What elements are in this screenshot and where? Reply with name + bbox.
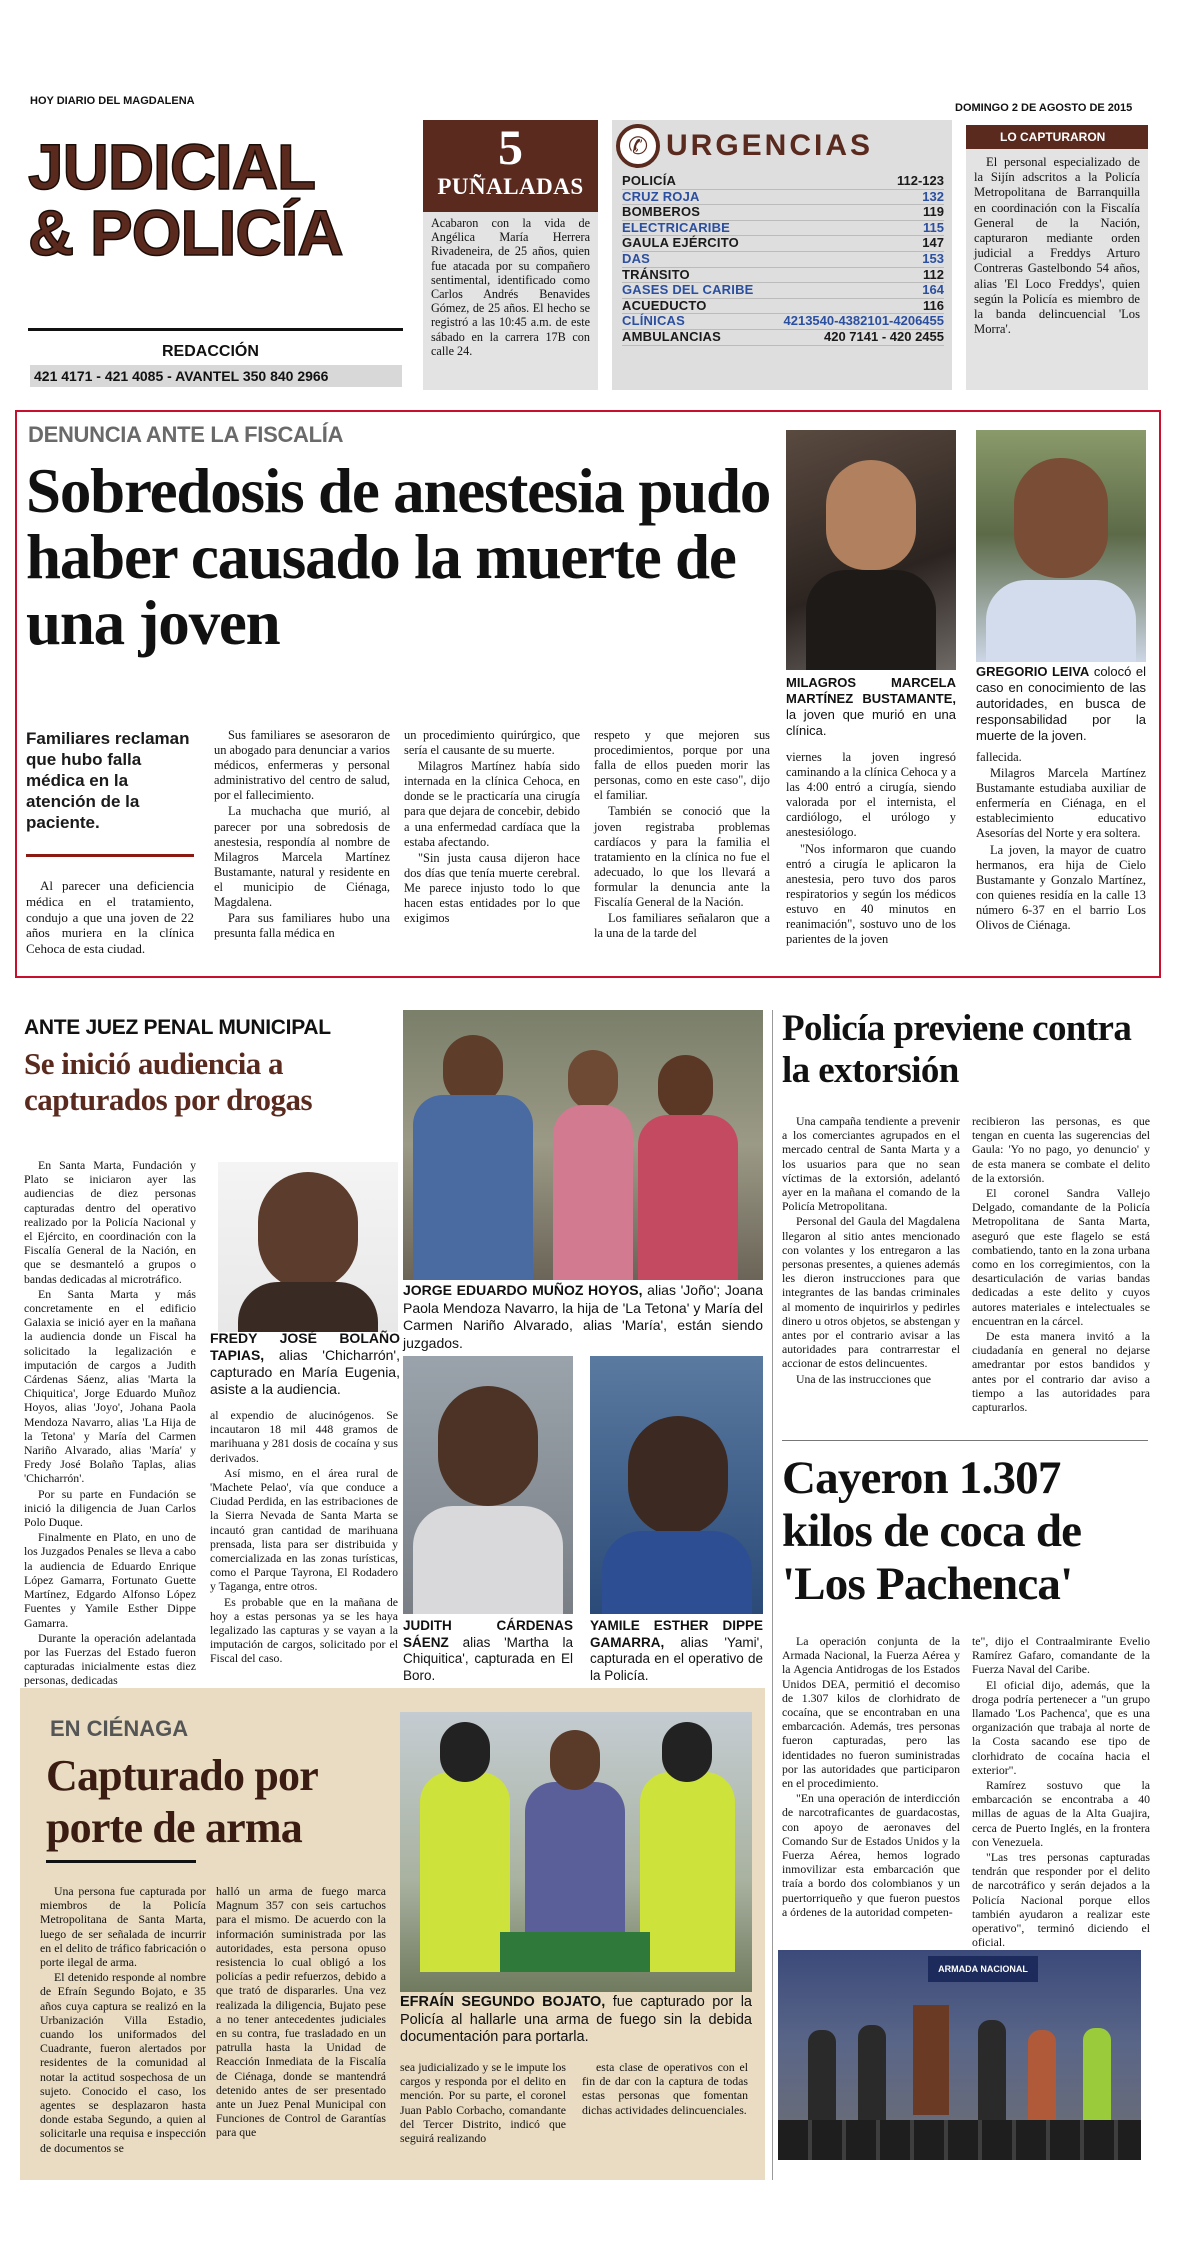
urgencias-row — [622, 205, 944, 221]
urgencias-row-phone: 112 — [923, 266, 944, 282]
main-caption-1 — [786, 675, 956, 739]
main-kicker: DENUNCIA ANTE LA FISCALÍA — [28, 422, 344, 447]
drug-packages-icon — [778, 2120, 1141, 2160]
coca-p6: "Las tres personas capturadas tendrán que responder por el delito de narcotráfico y serán dejados a la Policía Nacional porque ellos también ayudaron a realizar este operativo", terminó diciendo el oficial. — [972, 1850, 1150, 1950]
drogas-p4: Finalmente en Plato, en uno de los Juzgados Penales se lleva a cabo la audiencia de Eduardo Enrique López Gamarra, Fortunato Guette Martínez, Edgardo Alfonso López Fuentes y Yamile Esther Dippe Gamarra. — [24, 1530, 196, 1630]
person-body-icon — [553, 1105, 633, 1280]
urgencias-row-name: AMBULANCIAS — [622, 328, 721, 344]
cienaga-p5: esta clase de operativos con el fin de dar con la captura de todas estas personas que fomentan dichas actividades delincuenciales. — [582, 2060, 748, 2117]
urgencias-row-name: GAULA EJÉRCITO — [622, 235, 739, 251]
main-subhead: Familiares reclaman que hubo falla médica en la atención de la paciente. — [26, 729, 190, 832]
drogas-col-1 — [24, 1158, 196, 1689]
person-body-icon — [640, 1772, 735, 1972]
main-lead-text: Al parecer una deficiencia médica en el tratamiento, condujo a que una joven de 22 años muriera en la clínica Cehoca de esta ciudad. — [26, 878, 194, 957]
cienaga-col-3 — [400, 2060, 566, 2146]
main-col3-p1: un procedimiento quirúrgico, que sería el causante de su muerte. — [404, 728, 580, 758]
person-silhouette-icon — [658, 1055, 713, 1120]
main-col6-p3: La joven, la mayor de cuatro hermanos, era hija de Cielo Bustamante y Gonzalo Martínez, con quienes residía en la calle 13 número 6-37 en el barrio Los Olivos de Ciénaga. — [976, 842, 1146, 933]
main-photo-1 — [786, 430, 956, 670]
cienaga-caption-text: fue capturado por la Policía al hallarle una arma de fuego sin la debida documentación para portarla. — [400, 1994, 752, 2045]
urgencias-row — [622, 330, 944, 346]
cienaga-kicker: EN CIÉNAGA — [50, 1716, 189, 1741]
drogas-caption-group-name: JORGE EDUARDO MUÑOZ HOYOS, — [403, 1282, 643, 1298]
urgencias-row — [622, 283, 944, 299]
drogas-p8: Es probable que en la mañana de hoy a estas personas ya se les haya legalizado las capturas y se vayan a la imputación de cargos, solicitado por el Fiscal del caso. — [210, 1594, 398, 1666]
redaccion-phones: 421 4171 - 421 4085 - AVANTEL 350 840 2966 — [30, 365, 402, 387]
coca-col-1 — [782, 1634, 960, 1920]
person-body-icon — [1028, 2030, 1056, 2120]
person-silhouette-icon — [1014, 458, 1108, 578]
extorsion-col-1 — [782, 1114, 960, 1387]
extorsion-col-2 — [972, 1114, 1150, 1415]
person-silhouette-icon — [568, 1050, 618, 1110]
person-body-icon — [413, 1506, 563, 1614]
drogas-caption-fredy-text: alias 'Chicharrón', capturado en María Eugenia, asiste a la audiencia. — [210, 1347, 400, 1397]
punaladas-text: Acabaron con la vida de Angélica María Herrera Rivadeneira, de 25 años, quien fue atacada por su compañero sentimental, identificado como Carlos Andrés Benavides Gómez, de 25 años. El hecho se registró a las 10:45 a.m. de este sábado en la carrera 17B con calle 24. — [431, 216, 590, 358]
drogas-photo-judith — [403, 1356, 573, 1614]
urgencias-row-name: CRUZ ROJA — [622, 188, 700, 204]
drogas-photo-yamile — [590, 1356, 763, 1614]
person-body-icon — [808, 2030, 836, 2120]
header-rule — [28, 328, 403, 331]
person-body-icon — [978, 2020, 1006, 2120]
person-body-icon — [1083, 2028, 1111, 2120]
main-col2-p2: La muchacha que murió, al parecer por una sobredosis de anestesia, respondía al nombre de Milagros Marcela Martínez Bustamante, natural y residente en el municipio de Ciénaga, Magdalena. — [214, 804, 390, 910]
drogas-caption-judith-name: JUDITH CÁRDENAS SÁENZ — [403, 1618, 573, 1650]
person-body-icon — [806, 570, 936, 670]
main-col5-p2: "Nos informaron que cuando entró a cirugía le aplicaron la anestesia, pero tuvo dos paros respiratorios y según los médicos estuvo en 40 minutos en reanimación", sostuvo uno de los parientes de la joven — [786, 841, 956, 947]
urgencias-row-name: CLÍNICAS — [622, 313, 685, 329]
extorsion-p2: Personal del Gaula del Magdalena llegaron al sitio antes mencionado con volantes y los entregaron a las personas presentes, a quienes además les dieron instrucciones para que integrantes de las bandas criminales al momento de inquirirlos y pedirles dinero u otros objetos, se abstengan y antes por el contrario avisar a las autoridades para contrarrestar el accionar de estos delincuentes. — [782, 1214, 960, 1371]
drogas-photo-fredy — [218, 1162, 398, 1332]
capturaron-box — [966, 125, 1148, 390]
cienaga-p4: sea judicializado y se le impute los cargos y responda por el delito en mención. Por su parte, el coronel Juan Pablo Corbacho, comandante del Tercer Distrito, indicó que seguirá realizando — [400, 2060, 566, 2146]
main-caption-2 — [976, 664, 1146, 744]
cienaga-rule — [46, 1860, 196, 1863]
punaladas-banner — [423, 120, 598, 212]
urgencias-row-phone: 153 — [922, 250, 944, 266]
main-photo-2 — [976, 430, 1146, 662]
cienaga-caption — [400, 1994, 752, 2047]
main-col-5 — [786, 750, 956, 948]
urgencias-row-name: POLICÍA — [622, 173, 677, 188]
drogas-caption-judith — [403, 1618, 573, 1684]
main-col3-p3: "Sin justa causa dijeron hace dos días que tenía muerte cerebral. Me parece injusto todo lo que hacen estas entidades por lo que exigimos — [404, 850, 580, 926]
urgencias-row-phone: 420 7141 - 420 2455 — [824, 328, 944, 344]
section-title — [28, 131, 408, 269]
urgencias-row — [622, 190, 944, 206]
drogas-p2: En Santa Marta y más concretamente en el edificio Galaxia se inició ayer en la mañana la audiencia donde un Fiscal ha solicitado la legalización e imputación de cargos a Judith Cárdenas Sáenz, alias 'Marta la Chiquitica', Jorge Eduardo Muñoz Hoyos, alias 'Joyo', Johana Paola Mendoza Navarro, alias 'La Hija de la Tetona' y María del Carmen Nariño Alvarado, alias 'María' y Fredy José Bolaño Taplas, alias 'Chicharrón'. — [24, 1286, 196, 1486]
urgencias-row — [622, 268, 944, 284]
urgencias-row-phone: 112-123 — [897, 173, 944, 188]
column-divider — [772, 1010, 773, 2180]
drogas-headline: Se inició audiencia a capturados por drogas — [24, 1046, 313, 1117]
person-body-icon — [238, 1282, 378, 1332]
drogas-caption-yamile-name: YAMILE ESTHER DIPPE GAMARRA, — [590, 1618, 763, 1650]
main-col6-p1: fallecida. — [976, 750, 1022, 764]
main-col-6 — [976, 750, 1146, 934]
urgencias-row-name: TRÁNSITO — [622, 266, 690, 282]
extorsion-headline: Policía previene contra la extorsión — [782, 1008, 1132, 1091]
drogas-caption-group — [403, 1282, 763, 1352]
cienaga-photo — [400, 1712, 752, 1992]
urgencias-title: URGENCIAS — [666, 129, 874, 162]
urgencias-row — [622, 174, 944, 190]
subhead-rule — [26, 854, 194, 857]
person-body-icon — [602, 1531, 752, 1614]
cienaga-col-1 — [40, 1884, 206, 2156]
urgencias-row-name: ELECTRICARIBE — [622, 219, 731, 235]
extorsion-rule — [782, 1440, 1148, 1441]
drogas-kicker: ANTE JUEZ PENAL MUNICIPAL — [24, 1016, 331, 1039]
drogas-caption-group-text: alias 'Joño'; Joana Paola Mendoza Navarro, la hija de 'La Tetona' y María del Carmen Nariño Alvarado, alias 'María', están siendo juzgados. — [403, 1282, 763, 1351]
drogas-caption-yamile-text: alias 'Yami', capturada en el operativo de la Policía. — [590, 1634, 763, 1683]
coca-p2: "En una operación de interdicción de narcotraficantes de guardacostas, con apoyo de aeronaves del Comando Sur de Estados Unidos y la Fuerza Aérea, hemos logrado inmovilizar esta embarcación que traía a bordo dos colombianos y un puertorriqueño y que fueron puestos a órdenes de la autoridad competen- — [782, 1791, 960, 1919]
main-caption-1-text: la joven que murió en una clínica. — [786, 707, 956, 738]
urgencias-row-name: GASES DEL CARIBE — [622, 282, 754, 298]
drogas-caption-yamile — [590, 1618, 763, 1684]
drogas-caption-fredy — [210, 1330, 400, 1398]
urgencias-list — [612, 172, 952, 346]
coca-col-2 — [972, 1634, 1150, 1950]
issue-date: DOMINGO 2 DE AGOSTO DE 2015 — [955, 102, 1133, 114]
main-caption-2-name: GREGORIO LEIVA — [976, 664, 1090, 679]
urgencias-row-phone: 4213540-4382101-4206455 — [783, 313, 944, 329]
extorsion-p4: recibieron las personas, es que tengan en cuenta las sugerencias del Gaula: 'Yo no pago, yo denuncio' y de esta manera se combate el delito de la extorsión. — [972, 1114, 1150, 1185]
extorsion-p3: Una de las instrucciones que — [796, 1371, 931, 1386]
cienaga-p3: halló un arma de fuego marca Magnum 357 con seis cartuchos para el mismo. De acuerdo con la información suministrada por las autoridades, esta persona opuso resistencia lo cual obligó a los policías a pedir refuerzos, debido a que trató de dispararles. Una vez realizada la diligencia, Bujato pese a no tener antecedentes judiciales en su contra, fue trasladado en un patrulla hasta la Unidad de Reacción Inmediata de la Fiscalía de Ciénaga, donde se mantendrá detenido antes de ser presentado ante un Juez Penal Municipal con Funciones de Control de Garantías para que — [216, 1884, 386, 2140]
main-lead — [26, 878, 194, 958]
punaladas-number: 5 — [498, 119, 523, 175]
person-body-icon — [858, 2025, 886, 2120]
drogas-caption-fredy-name: FREDY JOSÉ BOLAÑO TAPIAS, — [210, 1330, 400, 1363]
punaladas-box — [423, 120, 598, 390]
drogas-photo-group — [403, 1010, 763, 1280]
main-col5-p1: viernes la joven ingresó caminando a la clínica Cehoca y a las 4:00 entró a cirugía, siendo valorada por el internista, el cardiólogo, el urólogo y anestesiólogo. — [786, 750, 956, 840]
main-col2-p3: Para sus familiares hubo una presunta falla médica en — [214, 911, 390, 941]
coca-photo — [778, 1950, 1141, 2160]
urgencias-row-phone: 164 — [922, 282, 944, 298]
section-title-line1: JUDICIAL — [28, 131, 316, 203]
urgencias-row-phone: 147 — [922, 235, 944, 251]
urgencias-row — [622, 252, 944, 268]
main-col-2 — [214, 728, 390, 942]
drogas-p6: al expendio de alucinógenos. Se incautaron 18 mil 448 gramos de marihuana y 281 dosis de cocaína y sus derivados. — [210, 1408, 398, 1465]
evidence-table-icon — [500, 1932, 650, 1972]
coca-photo-banner: ARMADA NACIONAL — [928, 1956, 1038, 1982]
cienaga-headline: Capturado por porte de arma — [46, 1751, 318, 1852]
coca-headline: Cayeron 1.307 kilos de coca de 'Los Pachenca' — [782, 1452, 1082, 1610]
cienaga-p2: El detenido responde al nombre de Efraín Segundo Bojato, e 35 años cuya captura se realizó en la Urbanización Villa Estadio, cuando los uniformados del Cuadrante, fueron alertados por residentes de la comunidad al notar la actitud sospechosa de un sujeto. Conocido el caso, los agentes se desplazaron hasta donde estaba Segundo, a quien al solicitarle una requisa e inspección de documentos se — [40, 1970, 206, 2155]
main-col3-p2: Milagros Martínez había sido internada en la clínica Cehoca, en donde se le practicaría una cirugía para que dejara de concebir, debido a una enfermedad cardíaca que la estaba afectando. — [404, 759, 580, 849]
person-body-icon — [413, 1095, 533, 1280]
podium-icon — [913, 2005, 949, 2115]
main-col-3 — [404, 728, 580, 927]
main-caption-2-text: colocó el caso en conocimiento de las autoridades, en busca de responsabilidad por la muerte de la joven. — [976, 664, 1146, 743]
person-silhouette-icon — [550, 1730, 600, 1790]
cienaga-p1: Una persona fue capturada por miembros de la Policía Metropolitana de Santa Marta, luego de ser señalada de incurrir en el delito de tráfico fabricación o porte ilegal de arma. — [40, 1884, 206, 1970]
capturaron-title: LO CAPTURARON — [966, 125, 1148, 149]
paper-name: HOY DIARIO DEL MAGDALENA — [30, 95, 195, 107]
main-col4-p1: respeto y que mejoren sus procedimientos, porque por una falla de ellos pueden morir las personas, como en este caso", dijo el familiar. — [594, 728, 770, 803]
drogas-caption-judith-text: alias 'Martha la Chiquitica', capturada en El Boro. — [403, 1634, 573, 1683]
main-col4-p3: Los familiares señalaron que a la una de la tarde del — [594, 911, 770, 941]
urgencias-row-name: DAS — [622, 250, 651, 266]
punaladas-word: PUÑALADAS — [437, 174, 584, 199]
person-silhouette-icon — [440, 1722, 490, 1782]
capturaron-text: El personal especializado de la Sijín adscritos a la Policía Metropolitana de Barranquilla en coordinación con la Fiscalía General de la Nación, capturaron mediante orden judicial a Freddys Arturo Contreras Gastelbondo 54 años, alias 'El Loco Freddys', quien según la Policía es miembro de la banda delincuencial 'Los Morra'. — [974, 155, 1140, 337]
person-silhouette-icon — [662, 1722, 712, 1782]
coca-p1: La operación conjunta de la Armada Nacional, la Fuerza Aérea y la Agencia Antidrogas de los Estados Unidos DEA, permitió el decomiso de 1.307 kilos de clorhidrato de cocaína, que se encontraban en una embarcación. Además, tres personas fueron capturadas, pero las identidades no fueron suministradas por las autoridades que participaron en el procedimiento. — [782, 1634, 960, 1791]
main-headline: Sobredosis de anestesia pudo haber causado la muerte de una joven — [26, 456, 771, 658]
person-silhouette-icon — [826, 460, 916, 570]
urgencias-row-phone: 119 — [923, 204, 944, 220]
main-col4-p2: También se conoció que la joven registraba problemas cardíacos y para la familia el tratamiento en la clínica no fue el adecuado, lo que los llevará a formular la denuncia ante la Fiscalía General de la Nación. — [594, 804, 770, 910]
section-title-line2: & POLICÍA — [28, 197, 343, 269]
urgencias-row — [622, 314, 944, 330]
phone-icon: ✆ — [616, 124, 660, 168]
extorsion-p5: El coronel Sandra Vallejo Delgado, comandante de la Policía Metropolitana de Santa Marta, aseguró que este flagelo se está combatiendo, tanto en la zona urbana como en los corregimientos, con la desarticulación de varias bandas dedicadas a este delito y cuyos autores materiales e intelectuales se encuentran en la cárcel. — [972, 1186, 1150, 1328]
person-silhouette-icon — [258, 1172, 358, 1290]
main-col-4 — [594, 728, 770, 942]
urgencias-header — [612, 120, 952, 172]
cienaga-caption-name: EFRAÍN SEGUNDO BOJATO, — [400, 1994, 606, 2010]
drogas-p7: Así mismo, en el área rural de 'Machete Pelao', vía que conduce a Ciudad Perdida, en las estribaciones de la Sierra Nevada de Santa Marta se incautó gran cantidad de marihuana prensada, lista para ser distribuida y comercializada en las zonas turísticas, como el Parque Tayrona, El Rodadero y Taganga, entre otros. — [210, 1465, 398, 1594]
urgencias-box — [612, 120, 952, 390]
urgencias-row-name: BOMBEROS — [622, 204, 701, 220]
drogas-p1: En Santa Marta, Fundación y Plato se iniciaron ayer las audiencias de diez personas capturadas dentro del operativo realizado por la Policía Nacional y el Ejército, en coordinación con la Fiscalía General de la Nación, en que se desmanteló a grupos o bandas dedicadas al microtráfico. — [24, 1158, 196, 1286]
urgencias-row-phone: 116 — [923, 297, 944, 313]
urgencias-row-phone: 132 — [922, 188, 944, 204]
urgencias-row-name: ACUEDUCTO — [622, 297, 707, 313]
person-body-icon — [420, 1772, 510, 1972]
coca-p3: te", dijo el Contraalmirante Evelio Ramírez Gafaro, comandante de la Fuerza Naval del Caribe. — [972, 1634, 1150, 1677]
drogas-p3: Por su parte en Fundación se inició la diligencia de Juan Carlos Polo Duque. — [24, 1486, 196, 1530]
drogas-col-2 — [210, 1408, 398, 1667]
main-col6-p2: Milagros Marcela Martínez Bustamante estudiaba auxiliar de enfermería en Ciénaga, en el establecimiento educativo Asesorías del Norte y era soltera. — [976, 766, 1146, 841]
urgencias-row-phone: 115 — [923, 219, 944, 235]
urgencias-row — [622, 299, 944, 315]
extorsion-p6: De esta manera invitó a la ciudadanía en general no dejarse amedrantar por estos bandidos y antes por el contrario dar aviso a tiempo a las autoridades para capturarlos. — [972, 1329, 1150, 1415]
drogas-p5: Durante la operación adelantada por las Fuerzas del Estado fueron capturadas inicialmente estas diez personas, dedicadas — [24, 1630, 196, 1688]
person-silhouette-icon — [438, 1386, 538, 1506]
urgencias-row — [622, 221, 944, 237]
main-col2-p1: Sus familiares se asesoraron de un abogado para denunciar a varios médicos, enfermeras y personal administrativo del centro de salud, por el fallecimiento. — [214, 728, 390, 803]
coca-p4: El oficial dijo, además, que la droga podría pertenecer a "un grupo llamado 'Los Pachenca', que es una organización que trabaja al norte de la Costa sacando ese tipo de clorhidrato de cocaína hacia el exterior". — [972, 1677, 1150, 1777]
person-body-icon — [986, 580, 1136, 662]
main-caption-1-name: MILAGROS MARCELA MARTÍNEZ BUSTAMANTE, — [786, 675, 956, 706]
extorsion-p1: Una campaña tendiente a prevenir a los comerciantes agrupados en el mercado central de Santa Marta y a los usuarios para que no sean víctimas de la extorsión, adelantó ayer en la mañana el comando de la Policía Metropolitana. — [782, 1114, 960, 1214]
redaccion-label: REDACCIÓN — [162, 343, 259, 360]
cienaga-col-2 — [216, 1884, 386, 2141]
cienaga-col-4 — [582, 2060, 748, 2118]
urgencias-row — [622, 236, 944, 252]
person-silhouette-icon — [628, 1416, 728, 1536]
coca-p5: Ramírez sostuvo que la embarcación se encontraba a 40 millas de aguas de la Alta Guajira, cerca de Puerto Inglés, en la frontera con Venezuela. — [972, 1778, 1150, 1849]
person-body-icon — [638, 1115, 738, 1280]
